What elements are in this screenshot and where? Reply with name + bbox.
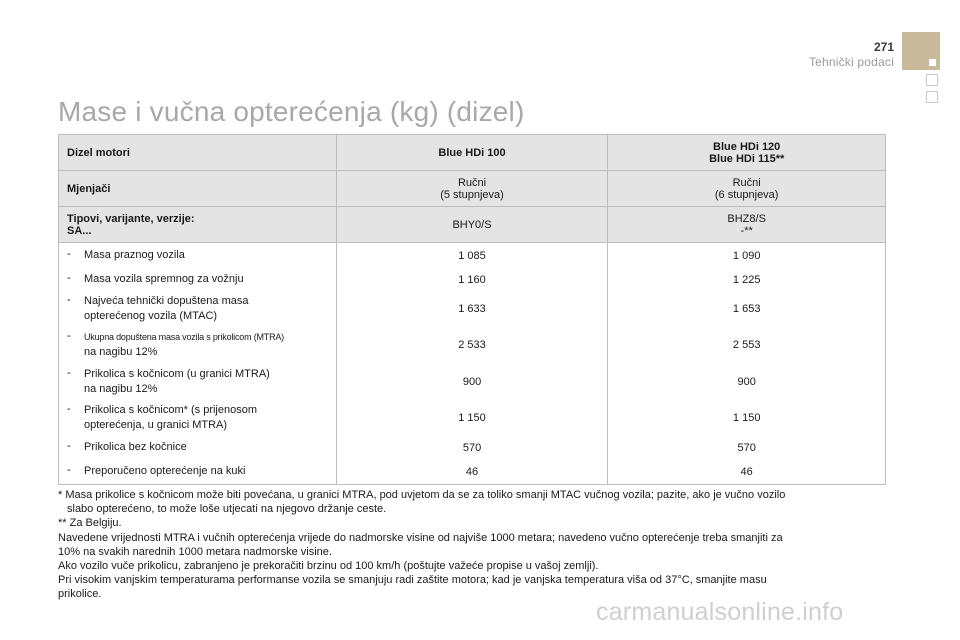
table-row — [59, 436, 886, 460]
row-label — [59, 400, 337, 436]
row-value-b: 2 553 — [608, 327, 886, 364]
table-row — [59, 291, 886, 327]
page-number: 271 — [873, 40, 894, 54]
row-text-line2: na nagibu 12% — [84, 382, 158, 395]
row-value-a: 1 160 — [336, 269, 608, 291]
row-value-b: 1 150 — [608, 400, 886, 436]
row-dash: - — [67, 402, 71, 415]
footnotes — [58, 488, 888, 602]
header-gearbox-label: Mjenjači — [59, 171, 337, 207]
mass-table — [58, 134, 886, 485]
row-value-b: 900 — [608, 364, 886, 400]
row-dash: - — [67, 366, 71, 379]
row-text — [84, 464, 328, 479]
header-engine-b-line2: Blue HDi 115** — [709, 152, 785, 165]
header-gearbox-a — [336, 171, 608, 207]
row-dash: - — [67, 272, 71, 284]
table-row — [59, 364, 886, 400]
header-types-line2: SA... — [67, 224, 92, 237]
table-header-row — [59, 135, 886, 171]
note-speed-limit: Ako vozilo vuče prikolicu, zabranjeno je prekoračiti brzinu od 100 km/h (poštujte važeće propise u vašoj zemlji). — [58, 560, 599, 573]
row-text — [84, 403, 328, 433]
table-header-row — [59, 171, 886, 207]
row-label — [59, 460, 337, 485]
table-row — [59, 400, 886, 436]
note-altitude: Navedene vrijednosti MTRA i vučnih opterećenja vrijede do nadmorske visine od najviše 1000 metara; navedeno vučno opterećenje treba smanjiti za — [58, 531, 783, 544]
row-value-a: 1 633 — [336, 291, 608, 327]
footnote-belgium: ** Za Belgiju. — [58, 517, 122, 530]
header-types-b-line1: BHZ8/S — [727, 212, 766, 225]
header-types-b-line2: -** — [740, 224, 753, 237]
row-value-a: 1 085 — [336, 243, 608, 269]
header-engines-label: Dizel motori — [59, 135, 337, 171]
row-dash: - — [67, 464, 71, 477]
row-text-line2: opterećenog vozila (MTAC) — [84, 309, 218, 322]
row-label — [59, 327, 337, 364]
footnote-trailer-mass: * Masa prikolice s kočnicom može biti povećana, u granici MTRA, pod uvjetom da se za toliko smanji MTAC vučnog vozila; pazite, ako je vučno vozilo — [58, 489, 786, 501]
row-value-b: 1 653 — [608, 291, 886, 327]
row-text-line2: na nagibu 12% — [84, 346, 158, 358]
row-dash: - — [67, 293, 71, 306]
row-text — [84, 330, 328, 360]
row-value-b: 1 090 — [608, 243, 886, 269]
row-text-line1: Masa vozila spremnog za vožnju — [84, 273, 244, 285]
row-text — [84, 440, 328, 455]
row-label — [59, 269, 337, 291]
table-header-row — [59, 207, 886, 243]
row-value-a: 900 — [336, 364, 608, 400]
row-value-a: 46 — [336, 460, 608, 485]
row-label — [59, 364, 337, 400]
header-engine-a: Blue HDi 100 — [336, 135, 608, 171]
section-tab-box[interactable] — [926, 91, 938, 103]
header-types-b — [608, 207, 886, 243]
header-gearbox-b-line2: (6 stupnjeva) — [714, 188, 779, 201]
row-text-line1: Najveća tehnički dopuštena masa — [84, 294, 249, 307]
section-name: Tehnički podaci — [808, 55, 894, 69]
note-temperature-cont: prikolice. — [58, 588, 102, 601]
row-dash: - — [67, 330, 71, 342]
note-altitude-cont: 10% na svakih narednih 1000 metara nadmorske visine. — [58, 545, 332, 558]
row-text — [84, 294, 328, 324]
row-dash: - — [67, 248, 71, 261]
row-value-a: 570 — [336, 436, 608, 460]
row-value-a: 2 533 — [336, 327, 608, 364]
row-value-b: 1 225 — [608, 269, 886, 291]
row-text-line2: opterećenja, u granici MTRA) — [84, 418, 228, 431]
table-row — [59, 269, 886, 291]
row-text-line1: Prikolica s kočnicom (u granici MTRA) — [84, 367, 270, 380]
row-label — [59, 436, 337, 460]
header-types-line1: Tipovi, varijante, verzije: — [67, 212, 195, 225]
header-gearbox-a-line1: Ručni — [457, 176, 487, 189]
page-title: Mase i vučna opterećenja (kg) (dizel) — [58, 96, 525, 127]
row-value-b: 570 — [608, 436, 886, 460]
watermark: carmanualsonline.info — [596, 598, 844, 626]
row-text — [84, 248, 328, 263]
header-gearbox-a-line2: (5 stupnjeva) — [440, 188, 504, 201]
row-dash: - — [67, 440, 71, 452]
header-types-a: BHY0/S — [336, 207, 608, 243]
header-gearbox-b-line1: Ručni — [732, 176, 761, 189]
table-row — [59, 243, 886, 269]
row-text-line1: Prikolica s kočnicom* (s prijenosom — [84, 403, 257, 416]
table-row — [59, 327, 886, 364]
row-label — [59, 243, 337, 269]
row-text — [84, 272, 328, 287]
header-types-label — [59, 207, 337, 243]
table-row — [59, 460, 886, 485]
header-gearbox-b — [608, 171, 886, 207]
row-text — [84, 367, 328, 397]
row-label — [59, 291, 337, 327]
header-engine-b-line1: Blue HDi 120 — [713, 140, 781, 153]
row-value-b: 46 — [608, 460, 886, 485]
row-value-a: 1 150 — [336, 400, 608, 436]
note-temperature: Pri visokim vanjskim temperaturama performanse vozila se smanjuju radi zaštite motora; kad je vanjska temperatura viša od 37°C, smanjite masu — [58, 574, 767, 587]
section-tab-box[interactable] — [926, 74, 938, 86]
header-engine-b — [608, 135, 886, 171]
row-text-line1: Prikolica bez kočnice — [84, 441, 187, 453]
section-tab-active[interactable] — [902, 32, 940, 70]
footnote-trailer-mass-cont: slabo opterećeno, to može loše utjecati na njegovo držanje ceste. — [67, 503, 387, 516]
row-text-line1: Preporučeno opterećenje na kuki — [84, 465, 246, 478]
row-text-line1: Ukupna dopuštena masa vozila s prikolicom (MTRA) — [84, 332, 284, 342]
tab-marker-icon — [929, 59, 936, 66]
row-text-line1: Masa praznog vozila — [84, 249, 185, 262]
